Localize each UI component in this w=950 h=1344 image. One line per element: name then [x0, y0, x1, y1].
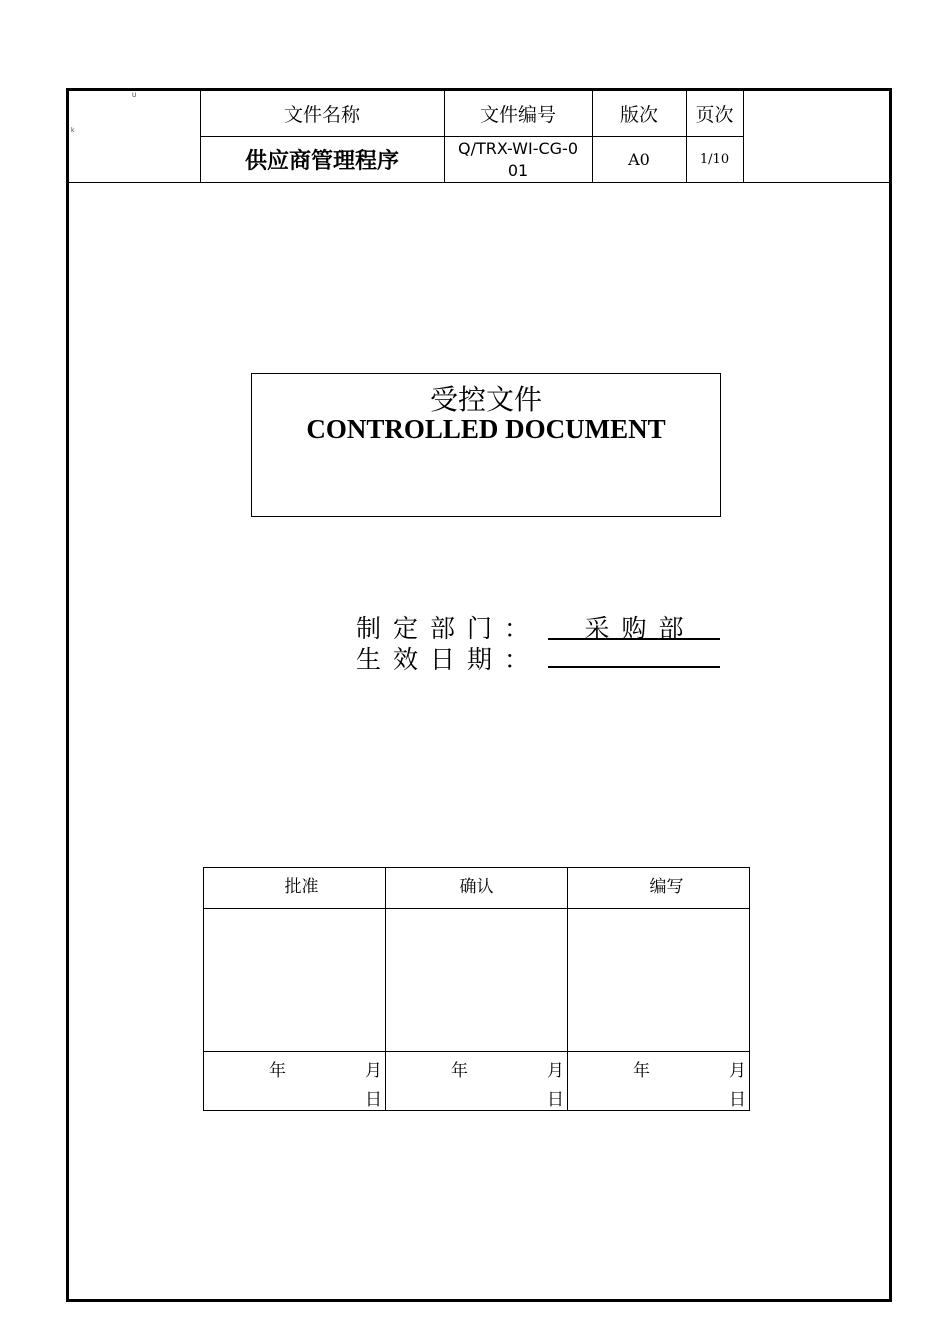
dept-underline: [548, 638, 720, 640]
approve-day: 日: [365, 1090, 382, 1110]
confirm-year: 年: [451, 1061, 468, 1081]
document-frame: [66, 88, 892, 1302]
header-divider: [743, 91, 744, 182]
date-underline: [548, 666, 720, 668]
write-day: 日: [729, 1090, 746, 1110]
write-year: 年: [633, 1061, 650, 1081]
page-value: 1/10: [699, 152, 730, 167]
version-label: 版次: [619, 104, 658, 126]
signature-col-divider: [567, 868, 568, 1110]
signature-col-divider: [385, 868, 386, 1110]
version-value: A0: [628, 150, 650, 169]
dept-value: 采购部: [584, 614, 696, 643]
approve-year: 年: [269, 1061, 286, 1081]
approve-month: 月: [365, 1061, 382, 1081]
confirm-header: 确认: [459, 877, 494, 897]
doc-name-value: 供应商管理程序: [244, 149, 399, 174]
signature-table: [203, 867, 750, 1111]
header-bottom-line: [69, 182, 889, 183]
write-header: 编写: [649, 877, 684, 897]
write-month: 月: [729, 1061, 746, 1081]
signature-row-divider: [204, 908, 749, 909]
signature-row-divider: [204, 1051, 749, 1052]
dept-label: 制定部门：: [356, 614, 542, 643]
logo-mark-top: U: [132, 92, 137, 99]
logo-mark-left: k: [71, 127, 75, 134]
confirm-month: 月: [547, 1061, 564, 1081]
approve-header: 批准: [284, 877, 319, 897]
doc-number-value: Q/TRX-WI-CG-001: [458, 138, 578, 180]
doc-name-label: 文件名称: [283, 104, 360, 126]
stamp-title-cn: 受控文件: [429, 383, 542, 416]
controlled-stamp: [251, 373, 721, 517]
date-label: 生效日期：: [356, 645, 542, 674]
doc-number-label: 文件编号: [479, 104, 556, 126]
confirm-day: 日: [547, 1090, 564, 1110]
page-label: 页次: [695, 104, 734, 126]
stamp-title-en: CONTROLLED DOCUMENT: [306, 414, 666, 444]
